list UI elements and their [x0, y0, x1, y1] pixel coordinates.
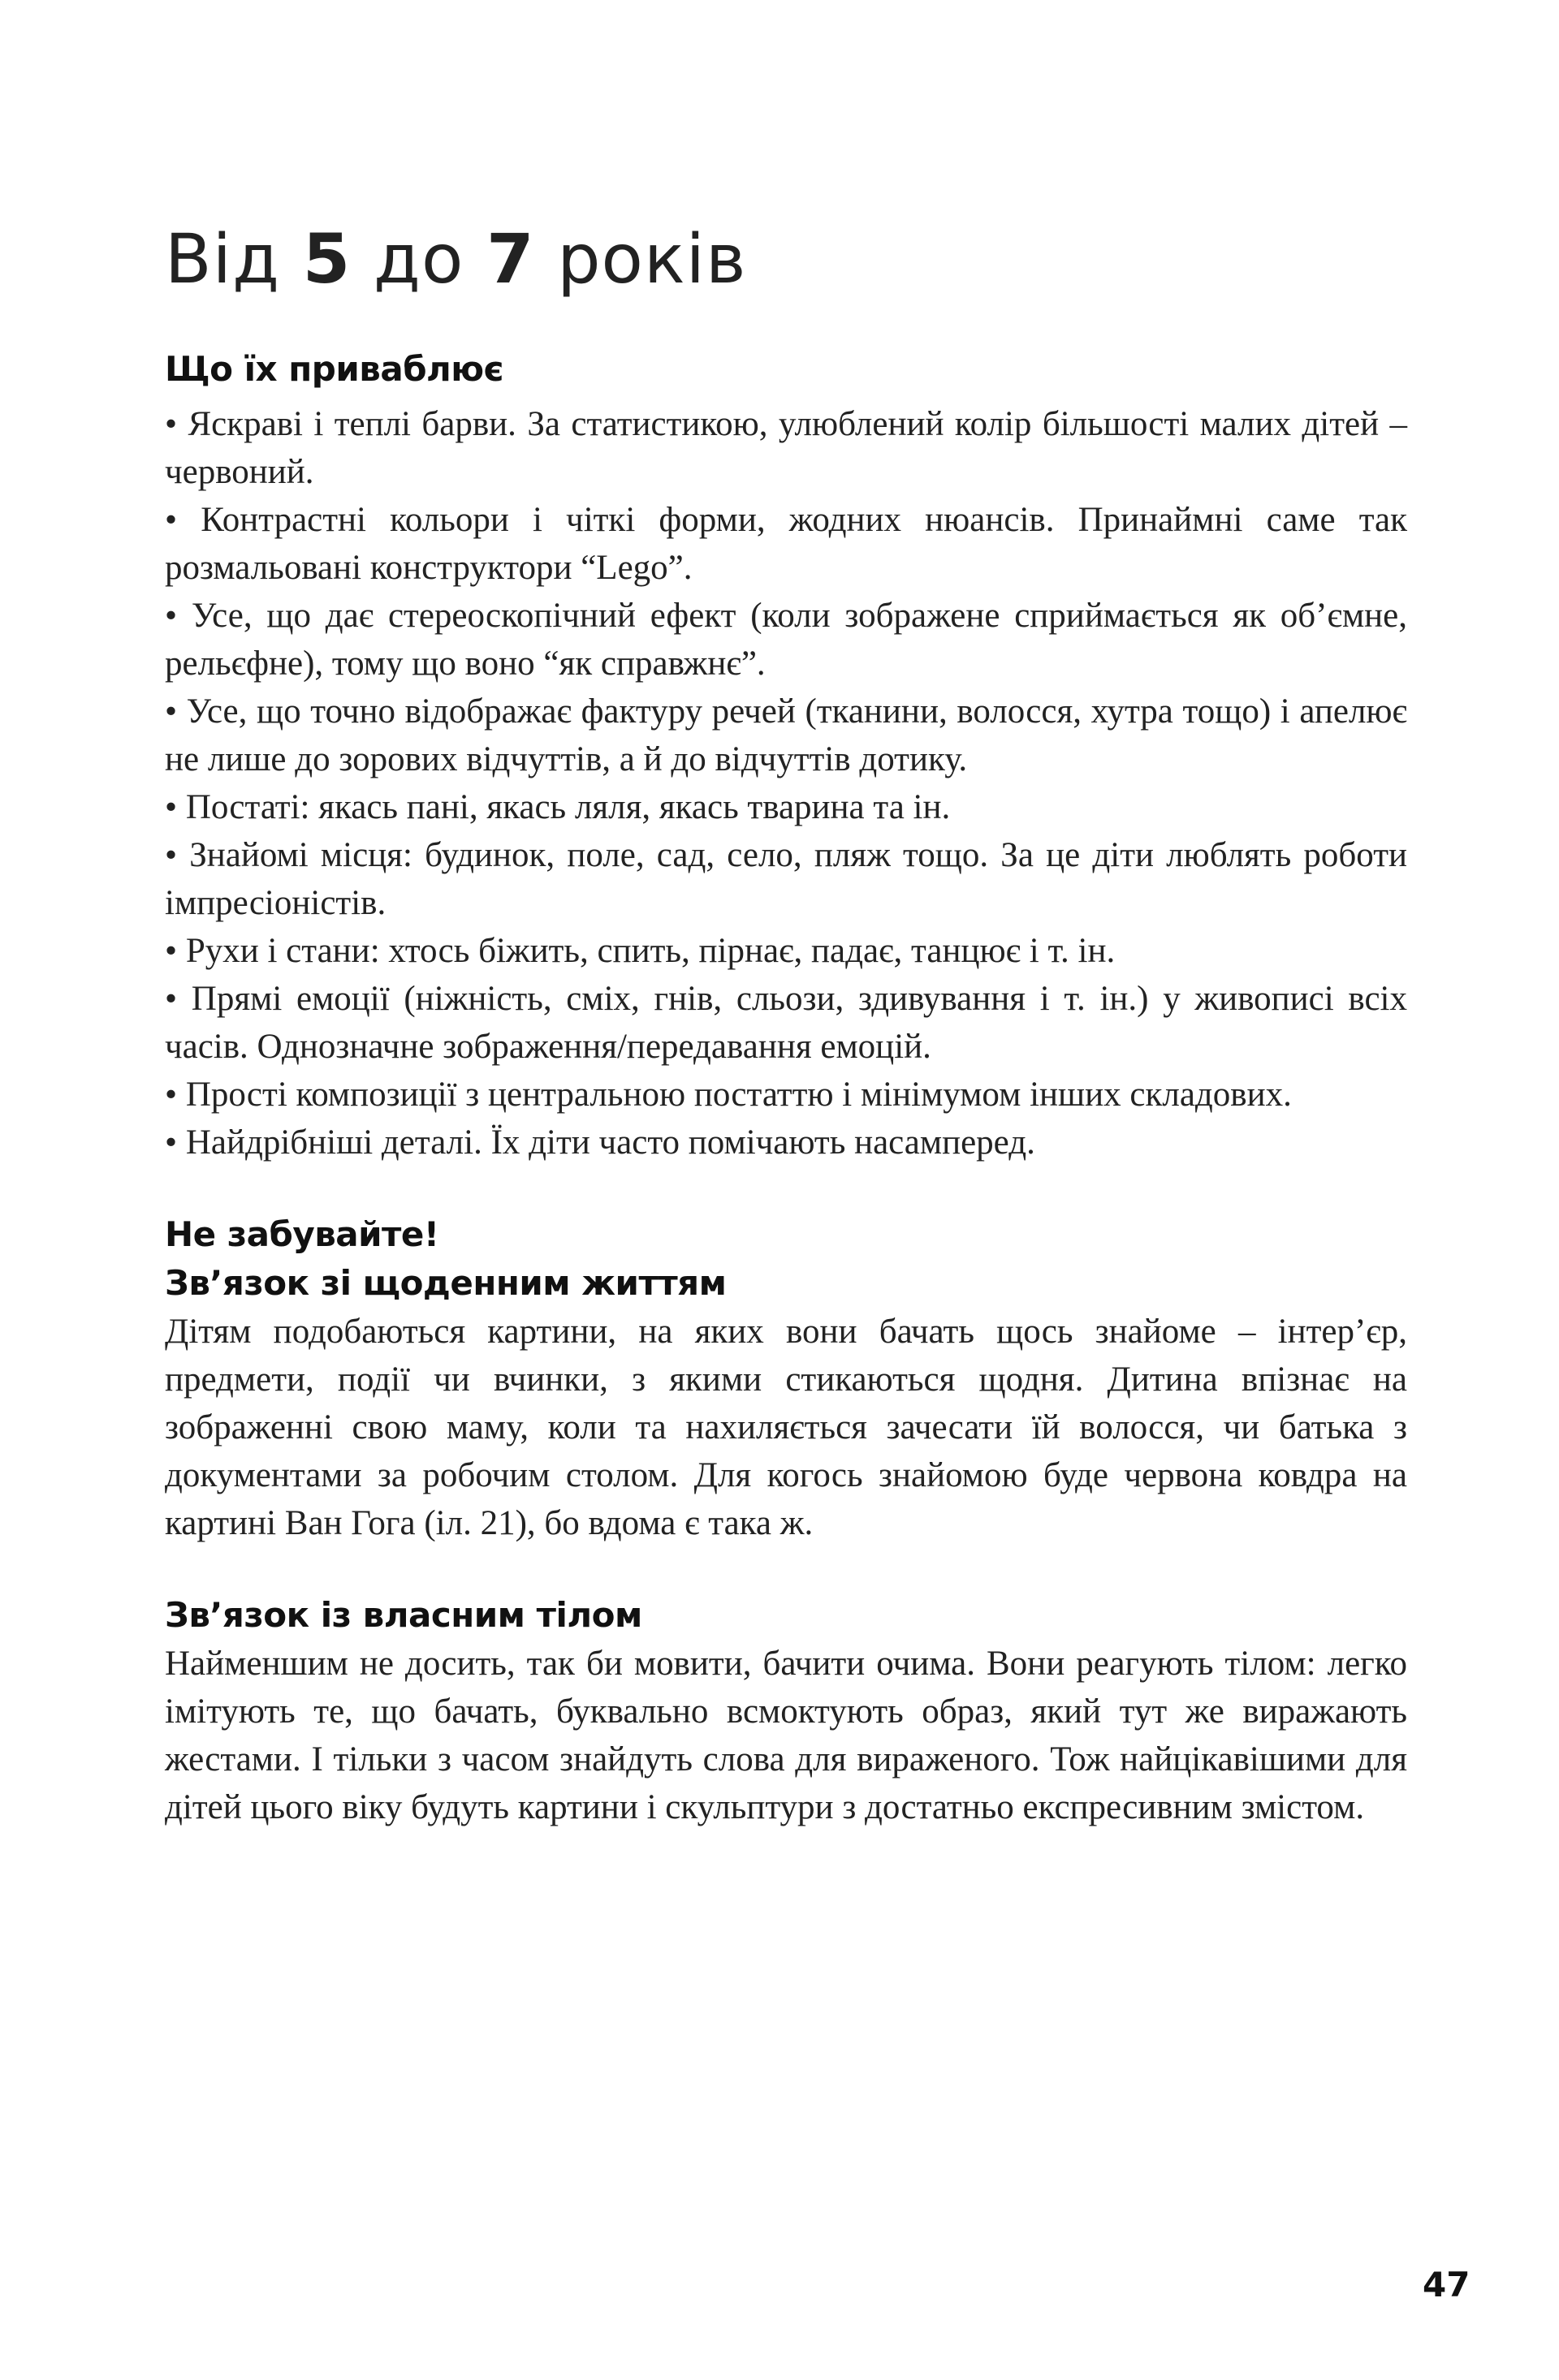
title-age-from: 5: [302, 219, 352, 299]
list-item: • Постаті: якась пані, якась ляля, якась тварина та ін.: [165, 783, 1407, 831]
title-text: років: [534, 219, 747, 299]
section-heading-daily-life: Зв’язок зі щоденним життям: [165, 1263, 727, 1303]
page-title: [165, 219, 747, 299]
list-item: • Яскраві і теплі барви. За статистикою, улюблений колір більшості малих дітей – червоний.: [165, 400, 1407, 496]
section-heading-attractions: Що їх приваблює: [165, 349, 504, 389]
title-age-to: 7: [486, 219, 535, 299]
paragraph-daily-life: Дітям подобаються картини, на яких вони бачать щось знайоме – інтер’єр, предмети, події чи вчинки, з якими стикаються щодня. Дитина впізнає на зображенні свою маму, коли та нахиляється зачесати їй волосся, чи батька з документами за робочим столом. Для когось знайомою буде червона ковдра на картині Ван Гога (іл. 21), бо вдома є така ж.: [165, 1313, 1407, 1542]
list-item: • Контрастні кольори і чіткі форми, жодних нюансів. Принаймні саме так розмальовані конструктори “Lego”.: [165, 496, 1407, 592]
section-heading-body: Зв’язок із власним тілом: [165, 1595, 642, 1635]
list-item: • Прямі емоції (ніжність, сміх, гнів, сльози, здивування і т. ін.) у живописі всіх часів. Однозначне зображення/передавання емоцій.: [165, 975, 1407, 1071]
section-heading-reminder: Не забувайте!: [165, 1214, 439, 1254]
list-item: • Рухи і стани: хтось біжить, спить, пірнає, падає, танцює і т. ін.: [165, 927, 1407, 975]
list-item: • Знайомі місця: будинок, поле, сад, село, пляж тощо. За це діти люблять роботи імпресіоністів.: [165, 831, 1407, 927]
title-text: до: [351, 219, 487, 299]
paragraph-body: Найменшим не досить, так би мовити, бачити очима. Вони реагують тілом: легко імітують те, що бачать, буквально всмоктують образ, який тут же виражають жестами. І тільки з часом знайдуть слова для вираженого. Тож найцікавішими для дітей цього віку будуть картини і скульптури з достатньо експресивним змістом.: [165, 1645, 1407, 1826]
title-text: Від: [165, 219, 303, 299]
list-item: • Усе, що дає стереоскопічний ефект (коли зображене сприймається як об’ємне, рельєфне), тому що воно “як справжнє”.: [165, 592, 1407, 688]
page-number: 47: [1423, 2265, 1470, 2305]
page-content: [165, 345, 1407, 1831]
list-item: • Найдрібніші деталі. Їх діти часто помічають насамперед.: [165, 1119, 1407, 1166]
attractions-list: [165, 400, 1407, 1166]
list-item: • Прості композиції з центральною постаттю і мінімумом інших складових.: [165, 1071, 1407, 1119]
list-item: • Усе, що точно відображає фактуру речей (тканини, волосся, хутра тощо) і апелює не лише до зорових відчуттів, а й до відчуттів дотику.: [165, 688, 1407, 783]
